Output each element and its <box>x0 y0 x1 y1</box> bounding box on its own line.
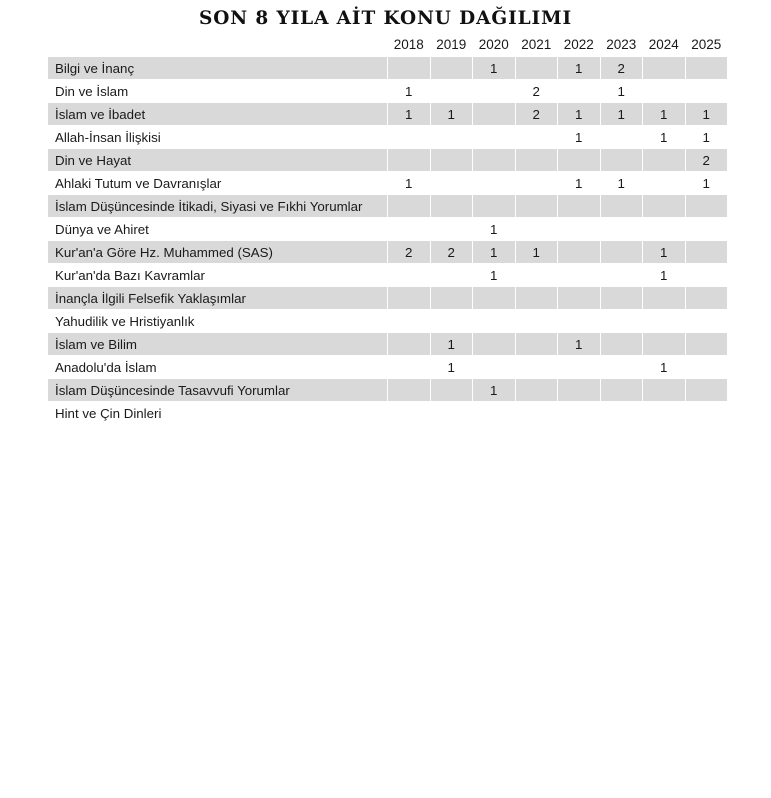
count-cell <box>601 287 643 309</box>
count-cell: 1 <box>686 126 728 148</box>
count-cell <box>601 379 643 401</box>
count-cell <box>516 402 558 424</box>
count-cell <box>431 195 473 217</box>
count-cell <box>601 356 643 378</box>
count-cell <box>643 218 685 240</box>
table-row <box>48 172 727 194</box>
count-cell: 1 <box>431 103 473 125</box>
count-cell <box>558 402 600 424</box>
count-cell: 1 <box>601 172 643 194</box>
topic-label: İslam Düşüncesinde İtikadi, Siyasi ve Fıkhi Yorumlar <box>48 195 387 217</box>
count-cell <box>558 195 600 217</box>
table-row <box>48 57 727 79</box>
count-cell <box>431 57 473 79</box>
count-cell <box>516 172 558 194</box>
topic-label: Yahudilik ve Hristiyanlık <box>48 310 387 332</box>
count-cell <box>431 172 473 194</box>
count-cell <box>686 333 728 355</box>
count-cell <box>473 356 515 378</box>
table-row <box>48 80 727 102</box>
table-row <box>48 333 727 355</box>
count-cell <box>431 402 473 424</box>
column-header-2020: 2020 <box>478 37 509 52</box>
page-title: SON 8 YILA AİT KONU DAĞILIMI <box>198 8 573 29</box>
table-row <box>48 241 727 263</box>
count-cell <box>431 80 473 102</box>
column-header-2023: 2023 <box>606 37 637 52</box>
topic-label: İnançla İlgili Felsefik Yaklaşımlar <box>48 287 387 309</box>
count-cell <box>431 379 473 401</box>
count-cell: 1 <box>431 333 473 355</box>
count-cell: 1 <box>473 218 515 240</box>
count-cell <box>431 126 473 148</box>
count-cell <box>431 218 473 240</box>
count-cell <box>601 310 643 332</box>
count-cell: 1 <box>558 172 600 194</box>
count-cell <box>686 57 728 79</box>
count-cell <box>558 264 600 286</box>
count-cell <box>388 126 430 148</box>
count-cell <box>388 356 430 378</box>
count-cell <box>388 379 430 401</box>
count-cell <box>558 356 600 378</box>
count-cell <box>686 310 728 332</box>
count-cell <box>473 310 515 332</box>
count-cell: 1 <box>643 103 685 125</box>
count-cell <box>516 195 558 217</box>
table-row <box>48 287 727 309</box>
count-cell <box>516 264 558 286</box>
count-cell: 1 <box>558 57 600 79</box>
count-cell <box>473 402 515 424</box>
count-cell <box>686 241 728 263</box>
count-cell <box>388 218 430 240</box>
count-cell <box>686 379 728 401</box>
count-cell <box>473 172 515 194</box>
count-cell: 1 <box>643 264 685 286</box>
count-cell <box>516 57 558 79</box>
count-cell <box>601 402 643 424</box>
count-cell <box>601 333 643 355</box>
count-cell <box>686 80 728 102</box>
count-cell <box>643 333 685 355</box>
count-cell <box>516 379 558 401</box>
count-cell: 2 <box>686 149 728 171</box>
column-header-2018: 2018 <box>393 37 424 52</box>
header-row <box>48 34 727 56</box>
count-cell: 1 <box>473 379 515 401</box>
topic-label: Anadolu'da İslam <box>48 356 387 378</box>
table-row <box>48 402 727 424</box>
count-cell <box>516 149 558 171</box>
count-cell <box>388 333 430 355</box>
count-cell: 1 <box>643 126 685 148</box>
column-header-topic <box>48 34 387 56</box>
count-cell <box>601 241 643 263</box>
count-cell: 1 <box>601 80 643 102</box>
count-cell: 1 <box>686 103 728 125</box>
count-cell <box>643 402 685 424</box>
topic-label: Allah-İnsan İlişkisi <box>48 126 387 148</box>
count-cell <box>388 402 430 424</box>
topic-distribution-table <box>47 33 728 425</box>
count-cell <box>643 379 685 401</box>
count-cell <box>686 264 728 286</box>
column-header-2021: 2021 <box>521 37 552 52</box>
count-cell <box>473 333 515 355</box>
count-cell <box>558 149 600 171</box>
count-cell <box>601 126 643 148</box>
topic-distribution-table-wrapper <box>47 33 722 425</box>
count-cell: 1 <box>558 126 600 148</box>
count-cell <box>516 126 558 148</box>
count-cell <box>388 57 430 79</box>
count-cell <box>643 287 685 309</box>
topic-label: İslam Düşüncesinde Tasavvufi Yorumlar <box>48 379 387 401</box>
topic-label: İslam ve İbadet <box>48 103 387 125</box>
count-cell: 1 <box>388 80 430 102</box>
count-cell <box>643 80 685 102</box>
table-row <box>48 149 727 171</box>
count-cell: 1 <box>643 241 685 263</box>
count-cell <box>431 149 473 171</box>
topic-label: Kur'an'da Bazı Kavramlar <box>48 264 387 286</box>
count-cell <box>686 218 728 240</box>
count-cell <box>643 57 685 79</box>
count-cell <box>473 103 515 125</box>
count-cell <box>431 264 473 286</box>
count-cell <box>473 287 515 309</box>
count-cell: 1 <box>686 172 728 194</box>
count-cell: 1 <box>643 356 685 378</box>
count-cell <box>388 264 430 286</box>
count-cell <box>686 195 728 217</box>
table-row <box>48 264 727 286</box>
count-cell <box>558 218 600 240</box>
count-cell <box>558 80 600 102</box>
count-cell <box>558 310 600 332</box>
topic-label: Dünya ve Ahiret <box>48 218 387 240</box>
count-cell <box>643 310 685 332</box>
count-cell <box>686 287 728 309</box>
count-cell <box>473 195 515 217</box>
count-cell <box>558 379 600 401</box>
table-row <box>48 126 727 148</box>
count-cell <box>473 149 515 171</box>
table-body <box>48 57 727 424</box>
topic-label: Din ve İslam <box>48 80 387 102</box>
table-header <box>48 34 727 56</box>
table-row <box>48 379 727 401</box>
count-cell <box>431 310 473 332</box>
count-cell <box>388 287 430 309</box>
count-cell: 2 <box>516 103 558 125</box>
count-cell <box>601 195 643 217</box>
count-cell: 1 <box>388 103 430 125</box>
table-row <box>48 195 727 217</box>
count-cell <box>516 333 558 355</box>
count-cell: 1 <box>558 103 600 125</box>
count-cell <box>686 402 728 424</box>
topic-label: Din ve Hayat <box>48 149 387 171</box>
count-cell: 1 <box>473 241 515 263</box>
table-row <box>48 310 727 332</box>
topic-label: Ahlaki Tutum ve Davranışlar <box>48 172 387 194</box>
count-cell <box>643 149 685 171</box>
count-cell <box>516 356 558 378</box>
topic-label: Kur'an'a Göre Hz. Muhammed (SAS) <box>48 241 387 263</box>
column-header-2022: 2022 <box>563 37 594 52</box>
column-header-2025: 2025 <box>691 37 722 52</box>
column-header-2024: 2024 <box>648 37 679 52</box>
count-cell: 1 <box>601 103 643 125</box>
count-cell: 2 <box>601 57 643 79</box>
table-row <box>48 218 727 240</box>
count-cell <box>686 356 728 378</box>
count-cell <box>558 287 600 309</box>
topic-label: Bilgi ve İnanç <box>48 57 387 79</box>
count-cell: 1 <box>516 241 558 263</box>
table-row <box>48 356 727 378</box>
count-cell <box>558 241 600 263</box>
count-cell: 1 <box>431 356 473 378</box>
count-cell <box>601 218 643 240</box>
count-cell: 2 <box>516 80 558 102</box>
count-cell: 2 <box>431 241 473 263</box>
topic-label: İslam ve Bilim <box>48 333 387 355</box>
count-cell <box>516 310 558 332</box>
count-cell <box>473 80 515 102</box>
count-cell: 2 <box>388 241 430 263</box>
count-cell <box>516 218 558 240</box>
count-cell <box>643 172 685 194</box>
count-cell <box>431 287 473 309</box>
count-cell <box>516 287 558 309</box>
count-cell: 1 <box>558 333 600 355</box>
topic-label: Hint ve Çin Dinleri <box>48 402 387 424</box>
column-header-2019: 2019 <box>436 37 467 52</box>
table-row <box>48 103 727 125</box>
count-cell: 1 <box>473 264 515 286</box>
count-cell <box>388 195 430 217</box>
count-cell <box>388 310 430 332</box>
count-cell <box>643 195 685 217</box>
count-cell <box>601 149 643 171</box>
count-cell: 1 <box>388 172 430 194</box>
count-cell <box>388 149 430 171</box>
count-cell: 1 <box>473 57 515 79</box>
count-cell <box>473 126 515 148</box>
count-cell <box>601 264 643 286</box>
